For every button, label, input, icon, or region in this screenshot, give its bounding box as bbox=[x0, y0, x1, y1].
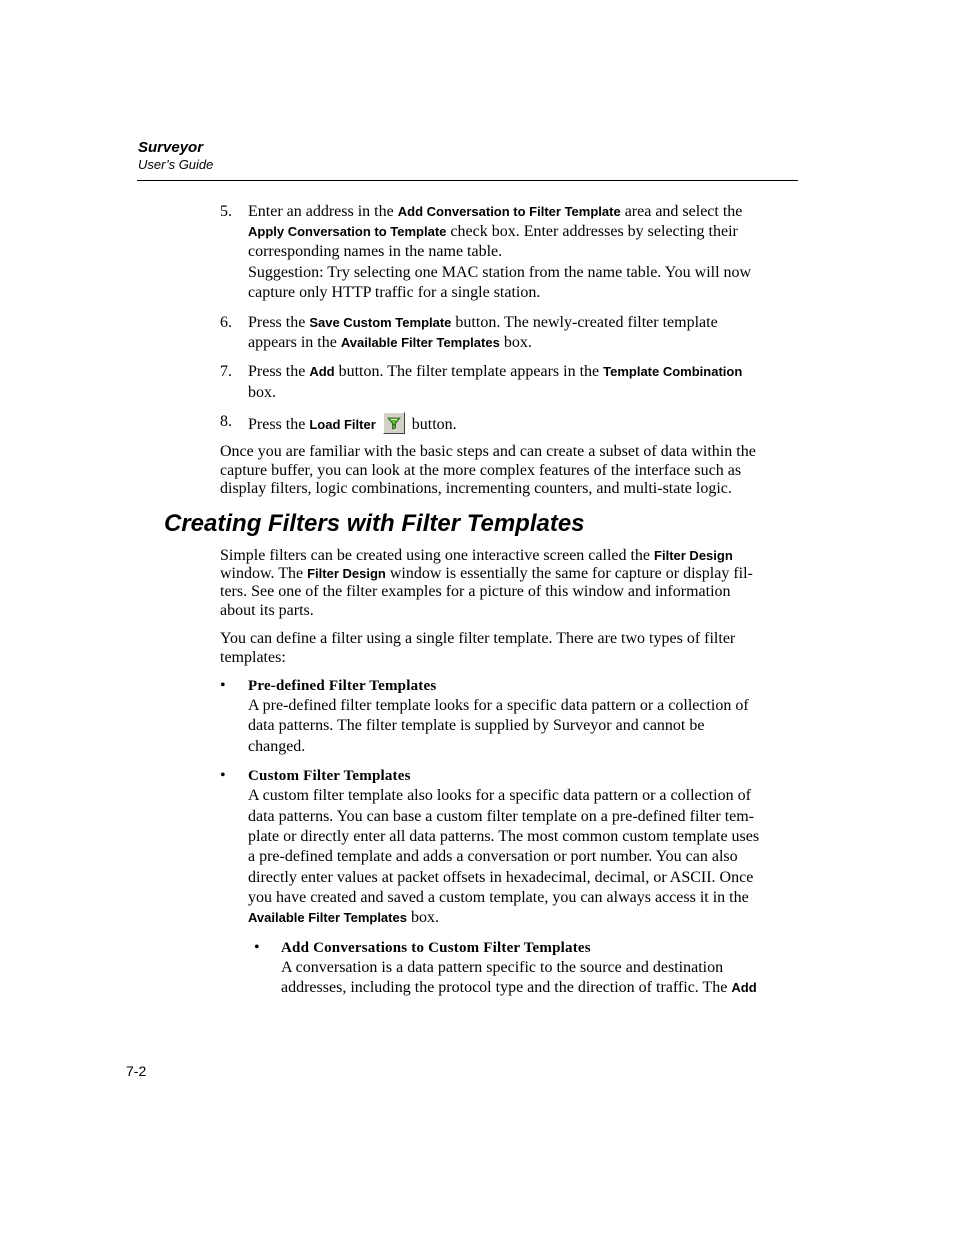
step-5-suggestion-line-1: Suggestion: Try selecting one MAC station from the name table. You will now bbox=[248, 264, 752, 281]
bullet-2-text: box. bbox=[406, 909, 439, 926]
ui-label-save-custom-template: Save Custom Template bbox=[309, 315, 452, 330]
bullet-2-line-2: data patterns. You can base a custom filter template on a pre-defined filter tem- bbox=[248, 808, 755, 825]
step-8-line-1 bbox=[248, 412, 457, 435]
ui-label-add: Add bbox=[309, 364, 335, 379]
bullet-2-line-6: you have created and saved a custom template, you can always access it in the bbox=[248, 889, 749, 906]
para-2-line-1: You can define a filter using a single filter template. There are two types of filter bbox=[220, 630, 736, 647]
ui-label-available-filter-templates: Available Filter Templates bbox=[248, 910, 407, 925]
step-5-text: Enter an address in the bbox=[248, 203, 398, 220]
step-7-line-2: box. bbox=[248, 384, 276, 401]
para-1-line-4: about its parts. bbox=[220, 602, 314, 619]
step-5-text: check box. Enter addresses by selecting their bbox=[446, 223, 738, 240]
step-5-line-1 bbox=[248, 202, 742, 222]
ui-label-available-filter-templates: Available Filter Templates bbox=[340, 335, 500, 350]
ui-label-filter-design: Filter Design bbox=[307, 566, 386, 581]
ui-label-add-conversation-to-filter-template: Add Conversation to Filter Template bbox=[397, 204, 621, 219]
bullet-1-line-1: A pre-defined filter template looks for a specific data pattern or a collection of bbox=[248, 697, 749, 714]
step-6-text: box. bbox=[499, 334, 532, 351]
bullet-2-marker: • bbox=[220, 767, 226, 784]
load-filter-funnel-icon bbox=[383, 412, 405, 434]
step-6-text: Press the bbox=[248, 314, 310, 331]
para-1-text: window is essentially the same for capture or display fil- bbox=[385, 565, 753, 582]
ui-label-add: Add bbox=[731, 980, 757, 995]
step-5-line-2 bbox=[248, 222, 738, 242]
step-6-line-2 bbox=[248, 333, 532, 353]
ui-label-apply-conversation-to-template: Apply Conversation to Template bbox=[248, 224, 447, 239]
bullet-3-line-1: A conversation is a data pattern specific to the source and destination bbox=[281, 959, 724, 976]
bullet-3-title: Add Conversations to Custom Filter Templates bbox=[281, 940, 591, 956]
bullet-2-line-7 bbox=[248, 908, 439, 928]
section-heading: Creating Filters with Filter Templates bbox=[164, 510, 585, 537]
para-1-line-1 bbox=[220, 546, 733, 566]
para-1-text: window. The bbox=[220, 565, 308, 582]
step-6-text: appears in the bbox=[248, 334, 341, 351]
para-1-line-3: ters. See one of the filter examples for a picture of this window and information bbox=[220, 583, 731, 600]
bullet-3-text: addresses, including the protocol type and the direction of traffic. The bbox=[281, 979, 732, 996]
bullet-2-title: Custom Filter Templates bbox=[248, 768, 411, 784]
bullet-3-line-2 bbox=[281, 978, 757, 998]
step-7-text: Press the bbox=[248, 363, 310, 380]
running-header-title: Surveyor bbox=[138, 139, 204, 156]
running-header-subtitle: User’s Guide bbox=[138, 157, 214, 172]
bullet-1-marker: • bbox=[220, 677, 226, 694]
intro-line-3: display filters, logic combinations, incrementing counters, and multi-state logic. bbox=[220, 480, 732, 497]
bullet-1-line-2: data patterns. The filter template is supplied by Surveyor and cannot be bbox=[248, 717, 705, 734]
bullet-1-line-3: changed. bbox=[248, 738, 306, 755]
page-number: 7-2 bbox=[126, 1063, 147, 1079]
step-8-text: button. bbox=[411, 416, 457, 433]
ui-label-template-combination: Template Combination bbox=[603, 364, 743, 379]
bullet-3-marker: • bbox=[254, 939, 260, 956]
intro-line-2: capture buffer, you can look at the more complex features of the interface such as bbox=[220, 462, 742, 479]
step-7-line-1 bbox=[248, 362, 742, 382]
bullet-2-line-4: a pre-defined template and adds a conversation or port number. You can also bbox=[248, 848, 738, 865]
step-8-number: 8. bbox=[220, 413, 232, 430]
bullet-2-line-3: plate or directly enter all data patterns. The most common custom template uses bbox=[248, 828, 760, 845]
para-2-line-2: templates: bbox=[220, 649, 286, 666]
step-5-text: area and select the bbox=[620, 203, 743, 220]
step-7-number: 7. bbox=[220, 363, 232, 380]
header-rule bbox=[137, 180, 798, 181]
step-5-suggestion-line-2: capture only HTTP traffic for a single station. bbox=[248, 284, 541, 301]
step-6-line-1 bbox=[248, 313, 718, 333]
para-1-text: Simple filters can be created using one interactive screen called the bbox=[220, 547, 655, 564]
step-7-text: button. The filter template appears in the bbox=[334, 363, 604, 380]
ui-label-filter-design: Filter Design bbox=[654, 548, 733, 563]
para-1-line-2 bbox=[220, 564, 753, 584]
ui-label-load-filter: Load Filter bbox=[309, 417, 376, 432]
bullet-2-line-5: directly enter values at packet offsets in hexadecimal, decimal, or ASCII. Once bbox=[248, 869, 754, 886]
step-6-number: 6. bbox=[220, 314, 232, 331]
step-8-text: Press the bbox=[248, 416, 310, 433]
bullet-1-title: Pre-defined Filter Templates bbox=[248, 678, 437, 694]
step-5-number: 5. bbox=[220, 203, 232, 220]
intro-line-1: Once you are familiar with the basic steps and can create a subset of data within the bbox=[220, 443, 756, 460]
step-6-text: button. The newly-created filter template bbox=[451, 314, 718, 331]
step-5-line-3: corresponding names in the name table. bbox=[248, 243, 503, 260]
bullet-2-line-1: A custom filter template also looks for a specific data pattern or a collection of bbox=[248, 787, 751, 804]
